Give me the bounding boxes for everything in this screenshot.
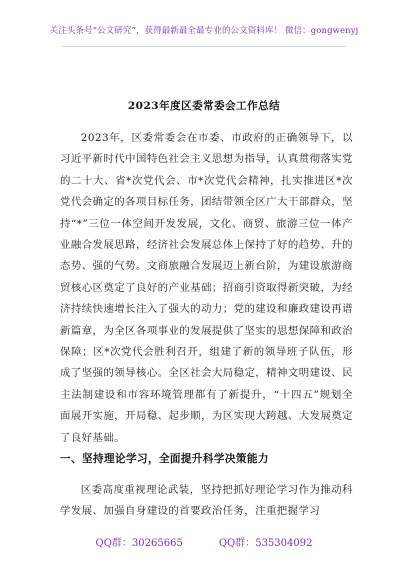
section-paragraph: 区委高度重视理论武装，坚持把抓好理论学习作为推动科学发展、加强自身建设的首要政治任务，注重把握学习: [60, 484, 353, 518]
footer-contacts: [0, 534, 408, 549]
section-heading: 一、坚持理论学习，全面提升科学决策能力: [60, 453, 269, 465]
intro-paragraph: 2023年，区委常委会在市委、市政府的正确领导下，以习近平新时代中国特色社会主义思想为指导，认真贯彻落实党的二十大、省*次党代会、市*次党代会精神，扎实推进区*次党代会确定的各项目标任务，团结带领全区广大干部群众，坚持“*”三位一体空间开发发展，文化、商贸、旅游三位一体产业融合发展思路，经济社会发展总体上保持了好的趋势、升的态势、强的气势。文商旅融合发展迈上新台阶，为建设旅游商贸核心区奠定了良好的产业基础；招商引资取得新突破，为经济持续快速增长注入了强大的动力；党的建设和廉政建设再谱新篇章，为全区各项事业的发展提供了坚实的思想保障和政治保障；区*次党代会胜利召开，组建了新的领导班子队伍，形成了坚强的领导核心。全区社会大局稳定，精神文明建设、民主法制建设和市容环境管理都有了新提升，“十四五”规划全面展开实施，开局稳、起步顺，为区实现大跨越、大发展奠定了良好基础。: [60, 132, 353, 444]
footer-qq-group-1: QQ群：30265665: [95, 538, 183, 549]
header-divider: [62, 46, 346, 47]
document-title: 2023年度区委常委会工作总结: [127, 100, 281, 112]
footer-qq-group-2: QQ群：535304092: [218, 538, 313, 549]
header-banner: 关注头条号“公文研究”，获得最新最全最专业的公文资料库！ 微信：gongwenyj: [49, 26, 359, 36]
